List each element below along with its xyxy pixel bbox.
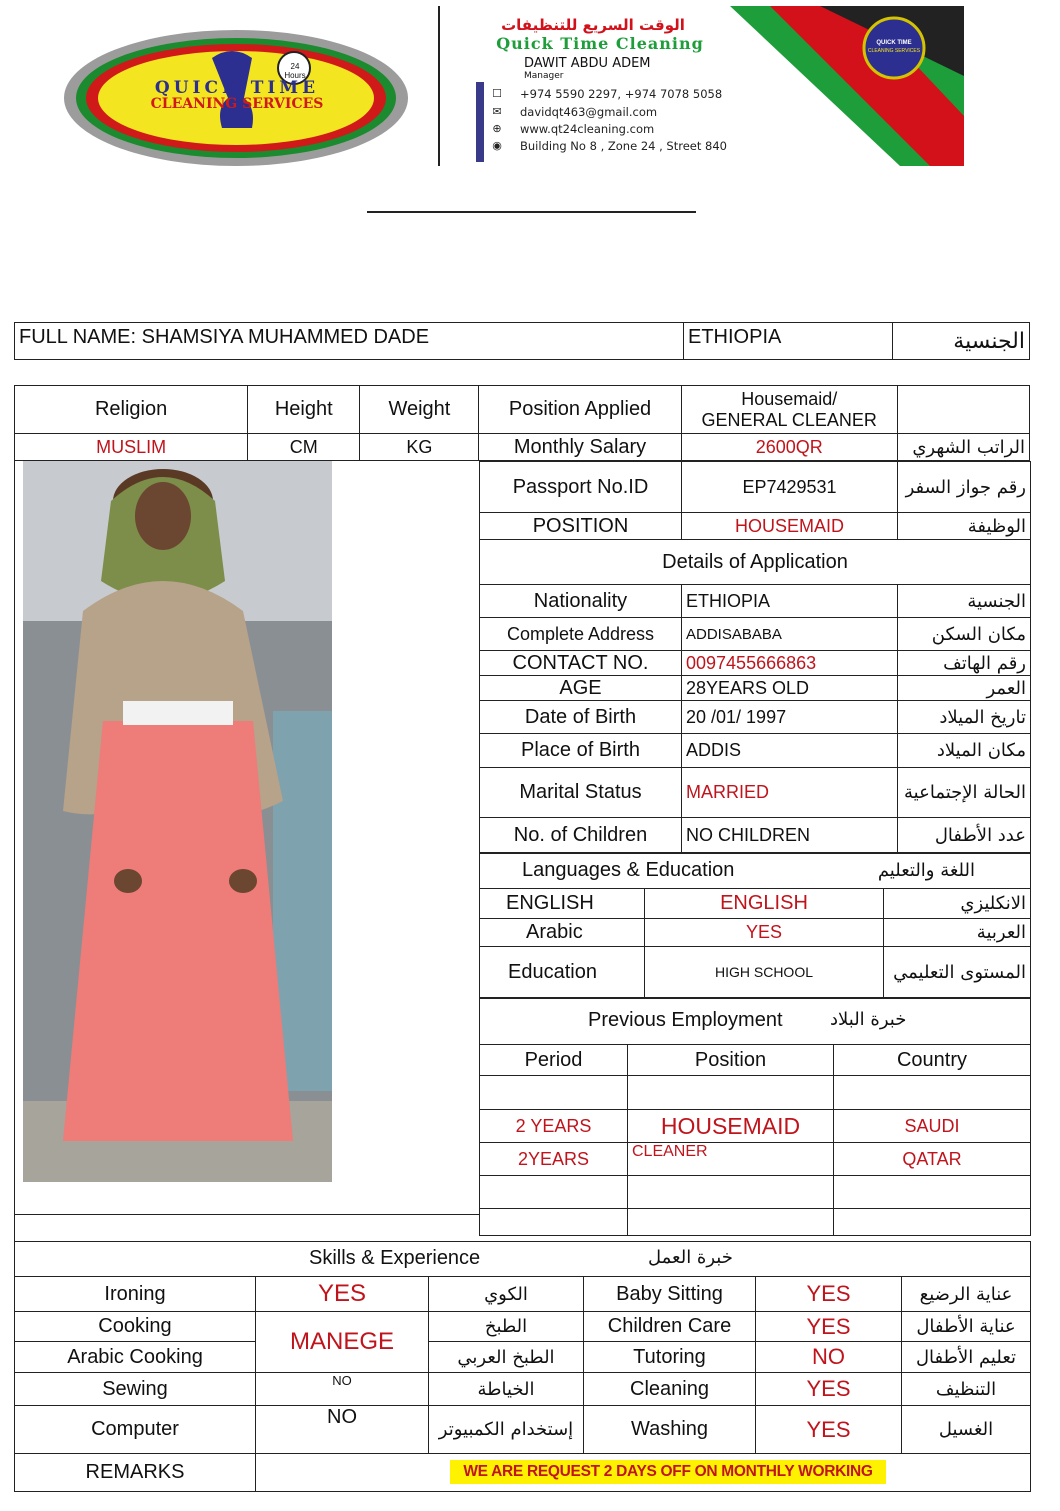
business-card [438, 6, 964, 166]
nationality-label-ar: الجنسية [898, 585, 1031, 618]
skill-computer: Computer [15, 1406, 256, 1454]
card-address: Building No 8 , Zone 24 , Street 840 [520, 139, 727, 153]
height-value: CM [248, 434, 360, 461]
languages-title-ar: اللغة والتعليم [877, 860, 975, 881]
height-label: Height [248, 386, 360, 434]
skill-tutoring-ar: تعليم الأطفال [902, 1342, 1031, 1373]
english-value: ENGLISH [645, 889, 884, 919]
pob-label-ar: مكان الميلاد [898, 734, 1031, 768]
marital-value: MARRIED [682, 768, 898, 818]
empty-cell [834, 1076, 1031, 1110]
skill-ironing-value: YES [256, 1277, 429, 1312]
card-emblem-line-1: QUICK TIME [876, 40, 912, 46]
employment-title-ar: خبرة البلاد [830, 1009, 907, 1030]
employment-table [479, 998, 1031, 1236]
empty-cell [480, 1209, 628, 1236]
signature-line [367, 211, 696, 213]
position-applied-value [681, 386, 897, 434]
weight-value: KG [360, 434, 479, 461]
skill-cooking: Cooking [15, 1312, 256, 1342]
english-label: ENGLISH [480, 889, 645, 919]
skill-ironing: Ironing [15, 1277, 256, 1312]
skill-washing-value: YES [756, 1406, 902, 1454]
salary-value: 2600QR [681, 434, 897, 461]
pob-label: Place of Birth [480, 734, 682, 768]
header-nationality-ar: الجنسية [893, 323, 1030, 360]
skill-cleaning-value: YES [756, 1373, 902, 1406]
dob-label-ar: تاريخ الميلاد [898, 701, 1031, 734]
skill-cooking-ar: الطبخ [429, 1312, 584, 1342]
employment-header [480, 999, 1031, 1045]
skill-computer-value: NO [256, 1406, 429, 1454]
card-phone: +974 5590 2297, +974 7078 5058 [520, 87, 723, 101]
address-label: Complete Address [480, 618, 682, 651]
skill-washing-ar: الغسيل [902, 1406, 1031, 1454]
logo-line-2: CLEANING SERVICES [150, 96, 324, 112]
position-applied-line-2: GENERAL CLEANER [701, 409, 877, 430]
skill-sewing-ar: الخياطة [429, 1373, 584, 1406]
empty-cell [897, 386, 1029, 434]
empty-cell [628, 1076, 834, 1110]
header-nationality: ETHIOPIA [684, 323, 893, 360]
employment-country: SAUDI [834, 1110, 1031, 1143]
address-label-ar: مكان السكن [898, 618, 1031, 651]
children-value: NO CHILDREN [682, 818, 898, 853]
table-row [480, 1110, 1031, 1143]
card-english-name: Quick Time Cleaning [496, 34, 704, 53]
skills-table [14, 1241, 1031, 1492]
skill-sewing-value: NO [256, 1373, 429, 1406]
mail-icon: ✉ [492, 106, 502, 118]
pob-value: ADDIS [682, 734, 898, 768]
skill-baby-sitting-ar: عناية الرضيع [902, 1277, 1031, 1312]
weight-label: Weight [360, 386, 479, 434]
application-form [14, 385, 1030, 461]
phone-icon: ☐ [492, 88, 502, 100]
left-frame-line [14, 1214, 479, 1215]
skill-children-care-ar: عناية الأطفال [902, 1312, 1031, 1342]
full-name: FULL NAME: SHAMSIYA MUHAMMED DADE [15, 323, 684, 360]
logo-badge: 24 Hours [284, 62, 306, 80]
dob-label: Date of Birth [480, 701, 682, 734]
arabic-value: YES [645, 919, 884, 947]
position-applied-line-1: Housemaid/ [741, 388, 838, 409]
remarks-value: WE ARE REQUEST 2 DAYS OFF ON MONTHLY WORKING [450, 1460, 886, 1484]
details-title: Details of Application [480, 540, 1031, 585]
skill-tutoring-value: NO [756, 1342, 902, 1373]
card-person: DAWIT ABDU ADEM [524, 56, 651, 71]
position-header: Position [628, 1045, 834, 1076]
languages-title: Languages & Education [522, 859, 735, 881]
remarks-cell [256, 1454, 1031, 1492]
skill-computer-ar: إستخدام الكمبيوتر [429, 1406, 584, 1454]
location-icon: ◉ [492, 140, 502, 152]
skill-cooking-value: MANEGE [256, 1312, 429, 1373]
empty-cell [628, 1176, 834, 1209]
card-email: davidqt463@gmail.com [520, 105, 658, 119]
card-emblem-line-2: CLEANING SERVICES [867, 48, 921, 54]
skills-title-ar: خبرة العمل [648, 1247, 733, 1268]
religion-label: Religion [15, 386, 248, 434]
position-value: HOUSEMAID [682, 513, 898, 540]
skill-children-care-value: YES [756, 1312, 902, 1342]
empty-cell [628, 1209, 834, 1236]
remarks-label: REMARKS [15, 1454, 256, 1492]
employment-period: 2YEARS [480, 1143, 628, 1176]
employment-title: Previous Employment [588, 1009, 783, 1031]
skill-washing: Washing [584, 1406, 756, 1454]
contact-label-ar: رقم الهاتف [898, 651, 1031, 676]
name-row [14, 322, 1030, 360]
employment-position: CLEANER [628, 1143, 834, 1176]
nationality-value: ETHIOPIA [682, 585, 898, 618]
left-frame [14, 461, 480, 1242]
children-label: No. of Children [480, 818, 682, 853]
languages-header [480, 854, 1031, 889]
table-row [480, 1143, 1031, 1176]
country-header: Country [834, 1045, 1031, 1076]
skills-title: Skills & Experience [309, 1247, 481, 1269]
languages-table [479, 853, 1031, 998]
card-icon-bar [476, 82, 484, 162]
details-table [479, 461, 1031, 853]
english-label-ar: الانكليزي [884, 889, 1031, 919]
empty-cell [834, 1209, 1031, 1236]
passport-label: Passport No.ID [480, 462, 682, 513]
skill-cleaning-ar: التنظيف [902, 1373, 1031, 1406]
skill-children-care: Children Care [584, 1312, 756, 1342]
employment-position: HOUSEMAID [628, 1110, 834, 1143]
position-label: POSITION [480, 513, 682, 540]
dob-value: 20 /01/ 1997 [682, 701, 898, 734]
skill-arabic-cooking-ar: الطبخ العربي [429, 1342, 584, 1373]
age-label-ar: العمر [898, 676, 1031, 701]
skill-baby-sitting-value: YES [756, 1277, 902, 1312]
marital-label: Marital Status [480, 768, 682, 818]
skill-sewing: Sewing [15, 1373, 256, 1406]
arabic-label: Arabic [480, 919, 645, 947]
card-role: Manager [524, 71, 564, 81]
empty-cell [834, 1176, 1031, 1209]
passport-label-ar: رقم جواز السفر [898, 462, 1031, 513]
contact-value: 0097455666863 [682, 651, 898, 676]
children-label-ar: عدد الأطفال [898, 818, 1031, 853]
salary-label-ar: الراتب الشهري [897, 434, 1029, 461]
age-label: AGE [480, 676, 682, 701]
skills-header [15, 1242, 1031, 1277]
marital-label-ar: الحالة الإجتماعية [898, 768, 1031, 818]
age-value: 28YEARS OLD [682, 676, 898, 701]
company-logo [62, 28, 410, 168]
employment-period: 2 YEARS [480, 1110, 628, 1143]
employment-country: QATAR [834, 1143, 1031, 1176]
skill-baby-sitting: Baby Sitting [584, 1277, 756, 1312]
logo-line-1: QUICK TIME [154, 78, 320, 98]
passport-value: EP7429531 [682, 462, 898, 513]
education-value: HIGH SCHOOL [645, 947, 884, 998]
skill-ironing-ar: الكوي [429, 1277, 584, 1312]
education-label-ar: المستوى التعليمي [884, 947, 1031, 998]
position-label-ar: الوظيفة [898, 513, 1031, 540]
skill-cleaning: Cleaning [584, 1373, 756, 1406]
salary-label: Monthly Salary [479, 434, 681, 461]
address-value: ADDISABABA [682, 618, 898, 651]
arabic-label-ar: العربية [884, 919, 1031, 947]
skill-arabic-cooking: Arabic Cooking [15, 1342, 256, 1373]
skill-tutoring: Tutoring [584, 1342, 756, 1373]
period-header: Period [480, 1045, 628, 1076]
card-web: www.qt24cleaning.com [520, 122, 655, 136]
position-applied-label: Position Applied [479, 386, 681, 434]
globe-icon: ⊕ [492, 123, 502, 135]
religion-value: MUSLIM [15, 434, 248, 461]
card-arabic-name: الوقت السريع للتنظيفات [501, 16, 685, 34]
empty-cell [480, 1176, 628, 1209]
contact-label: CONTACT NO. [480, 651, 682, 676]
education-label: Education [480, 947, 645, 998]
nationality-label: Nationality [480, 585, 682, 618]
empty-cell [480, 1076, 628, 1110]
